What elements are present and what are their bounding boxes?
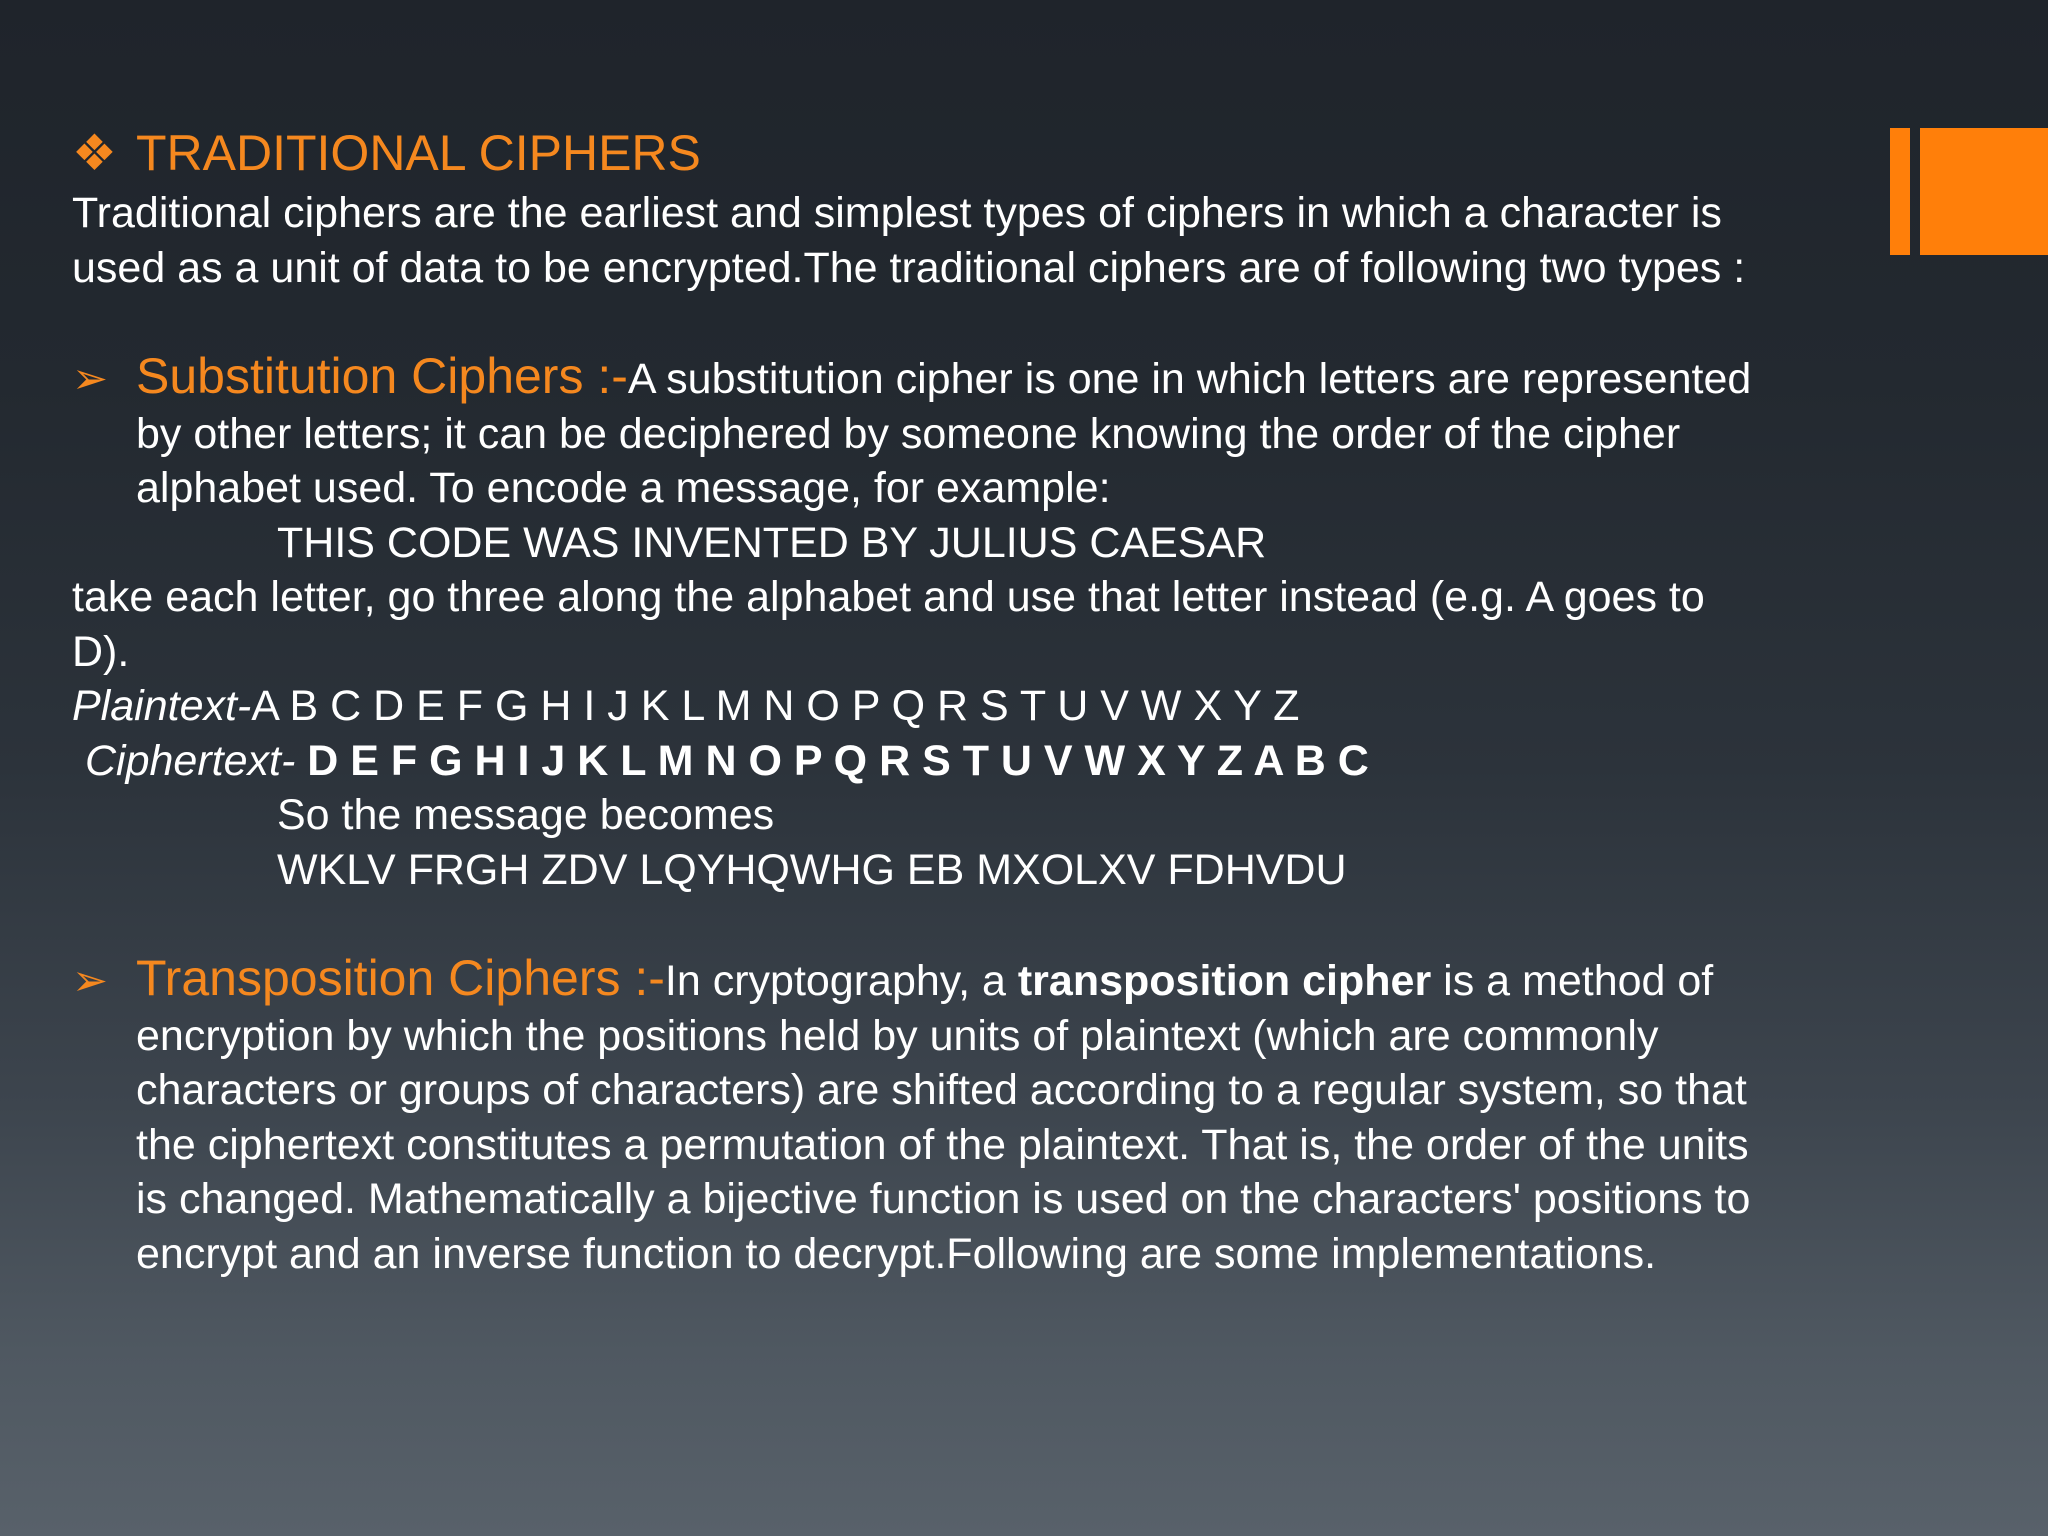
transposition-term: transposition cipher bbox=[1017, 957, 1432, 1005]
heading-title: TRADITIONAL CIPHERS bbox=[136, 125, 701, 181]
arrow-bullet-icon: ➢ bbox=[72, 355, 109, 403]
transposition-title: Transposition Ciphers :- bbox=[136, 950, 665, 1006]
diamond-bullet-icon: ❖ bbox=[72, 125, 117, 181]
transposition-line-6: encrypt and an inverse function to decrypt.Following are some implementations. bbox=[136, 1229, 1657, 1278]
section-heading bbox=[72, 120, 1872, 186]
transposition-line-3: characters or groups of characters) are shifted according to a regular system, so that bbox=[136, 1066, 1747, 1114]
ciphertext-alphabet: D E F G H I J K L M N O P Q R S T U V W X Y Z A B C bbox=[307, 736, 1369, 785]
rule-line-1: take each letter, go three along the alphabet and use that letter instead (e.g. A goes to bbox=[72, 573, 1705, 621]
spacer bbox=[72, 295, 1872, 349]
transposition-line-2: encryption by which the positions held by units of plaintext (which are commonly bbox=[136, 1011, 1659, 1060]
encrypted-message: WKLV FRGH ZDV LQYHQWHG EB MXOLXV FDHVDU bbox=[277, 845, 1347, 894]
transposition-first-pre: In cryptography, a bbox=[664, 957, 1018, 1005]
ciphertext-label: Ciphertext- bbox=[85, 736, 296, 785]
substitution-line-3: alphabet used. To encode a message, for example: bbox=[136, 464, 1111, 512]
accent-bar-thick bbox=[1920, 128, 2048, 255]
accent-bar-thin bbox=[1890, 128, 1910, 255]
intro-line-1: Traditional ciphers are the earliest and simplest types of ciphers in which a character is bbox=[72, 189, 1722, 237]
substitution-first-text: A substitution cipher is one in which letters are represented bbox=[627, 355, 1752, 403]
substitution-title: Substitution Ciphers :- bbox=[136, 348, 628, 404]
transposition-line-4: the ciphertext constitutes a permutation of the plaintext. That is, the order of the units bbox=[136, 1120, 1749, 1169]
transposition-first-line bbox=[72, 951, 1872, 1009]
slide-content bbox=[72, 120, 1872, 1281]
transposition-line-5: is changed. Mathematically a bijective function is used on the characters' positions to bbox=[136, 1175, 1751, 1223]
substitution-line-2: by other letters; it can be deciphered by someone knowing the order of the cipher bbox=[136, 409, 1681, 458]
result-intro: So the message becomes bbox=[277, 791, 775, 839]
plaintext-alphabet-row bbox=[72, 679, 1872, 734]
plaintext-alphabet: A B C D E F G H I J K L M N O P Q R S T U V W X Y Z bbox=[251, 682, 1300, 730]
spacer bbox=[72, 897, 1872, 951]
example-plaintext-message: THIS CODE WAS INVENTED BY JULIUS CAESAR bbox=[277, 518, 1267, 567]
substitution-first-line bbox=[72, 349, 1872, 407]
rule-line-2: D). bbox=[72, 627, 130, 676]
plaintext-label: Plaintext- bbox=[72, 682, 252, 730]
arrow-bullet-icon: ➢ bbox=[72, 957, 109, 1005]
transposition-first-post: is a method of bbox=[1431, 957, 1714, 1005]
intro-line-2: used as a unit of data to be encrypted.The traditional ciphers are of following two types : bbox=[72, 243, 1746, 292]
ciphertext-alphabet-row bbox=[72, 734, 1872, 789]
